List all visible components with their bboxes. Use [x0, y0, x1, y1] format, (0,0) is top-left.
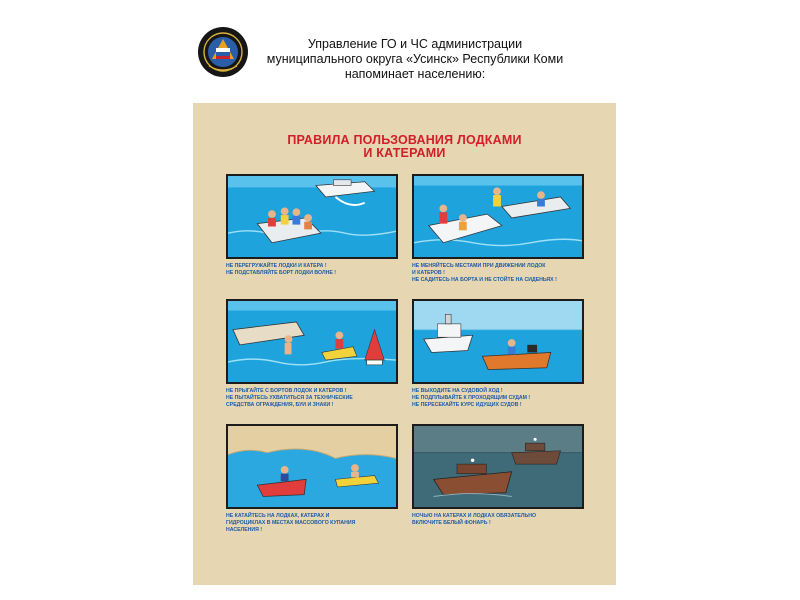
poster-title — [193, 134, 616, 160]
caption-line: НЕ САДИТЕСЬ НА БОРТА И НЕ СТОЙТЕ НА СИДЕНЬЯХ ! — [412, 277, 557, 283]
caption-line: НАСЕЛЕНИЯ ! — [226, 527, 263, 533]
panel-caption — [226, 388, 411, 409]
header-text — [240, 37, 590, 82]
beach-jetski-illustration — [226, 424, 398, 509]
caption-line: НЕ ПОДПЛЫВАЙТЕ К ПРОХОДЯЩИМ СУДАМ ! — [412, 395, 531, 401]
jumping-from-boat-illustration — [226, 299, 398, 384]
poster-title-line: ПРАВИЛА ПОЛЬЗОВАНИЯ ЛОДКАМИ — [287, 133, 522, 147]
caption-line: НЕ КАТАЙТЕСЬ НА ЛОДКАХ, КАТЕРАХ И — [226, 513, 330, 519]
panel-caption — [412, 388, 597, 409]
panel-caption — [226, 263, 411, 277]
caption-line: НЕ ПЕРЕСЕКАЙТЕ КУРС ИДУЩИХ СУДОВ ! — [412, 402, 522, 408]
caption-line: НЕ ПОДСТАВЛЯЙТЕ БОРТ ЛОДКИ ВОЛНЕ ! — [226, 270, 336, 276]
caption-line: НЕ ВЫХОДИТЕ НА СУДОВОЙ ХОД ! — [412, 388, 503, 394]
poster-title-line: И КАТЕРАМИ — [363, 146, 446, 160]
header-line: муниципального округа «Усинск» Республики Коми — [266, 52, 564, 66]
caption-line: НЕ ПЕРЕГРУЖАЙТЕ ЛОДКИ И КАТЕРА ! — [226, 263, 327, 269]
overloaded-boat-illustration — [226, 174, 398, 259]
panel-caption — [412, 513, 597, 527]
panel-caption — [226, 513, 411, 534]
caption-line: НЕ ПРЫГАЙТЕ С БОРТОВ ЛОДОК И КАТЕРОВ ! — [226, 388, 347, 394]
header — [0, 0, 800, 100]
caption-line: НОЧЬЮ НА КАТЕРАХ И ЛОДКАХ ОБЯЗАТЕЛЬНО — [412, 513, 536, 519]
shipping-lane-illustration — [412, 299, 584, 384]
caption-line: СРЕДСТВА ОГРАЖДЕНИЯ, БУИ И ЗНАКИ ! — [226, 402, 334, 408]
caption-line: ВКЛЮЧИТЕ БЕЛЫЙ ФОНАРЬ ! — [412, 520, 491, 526]
night-boats-illustration — [412, 424, 584, 509]
caption-line: НЕ ПЫТАЙТЕСЬ УХВАТИТЬСЯ ЗА ТЕХНИЧЕСКИЕ — [226, 395, 353, 401]
header-line: Управление ГО и ЧС администрации — [307, 37, 523, 51]
panel-caption — [412, 263, 597, 284]
swapping-seats-illustration — [412, 174, 584, 259]
safety-poster — [193, 103, 616, 585]
caption-line: НЕ МЕНЯЙТЕСЬ МЕСТАМИ ПРИ ДВИЖЕНИИ ЛОДОК — [412, 263, 546, 269]
caption-line: ГИДРОЦИКЛАХ В МЕСТАХ МАССОВОГО КУПАНИЯ — [226, 520, 356, 526]
caption-line: И КАТЕРОВ ! — [412, 270, 445, 276]
header-line: напоминает населению: — [344, 67, 486, 81]
